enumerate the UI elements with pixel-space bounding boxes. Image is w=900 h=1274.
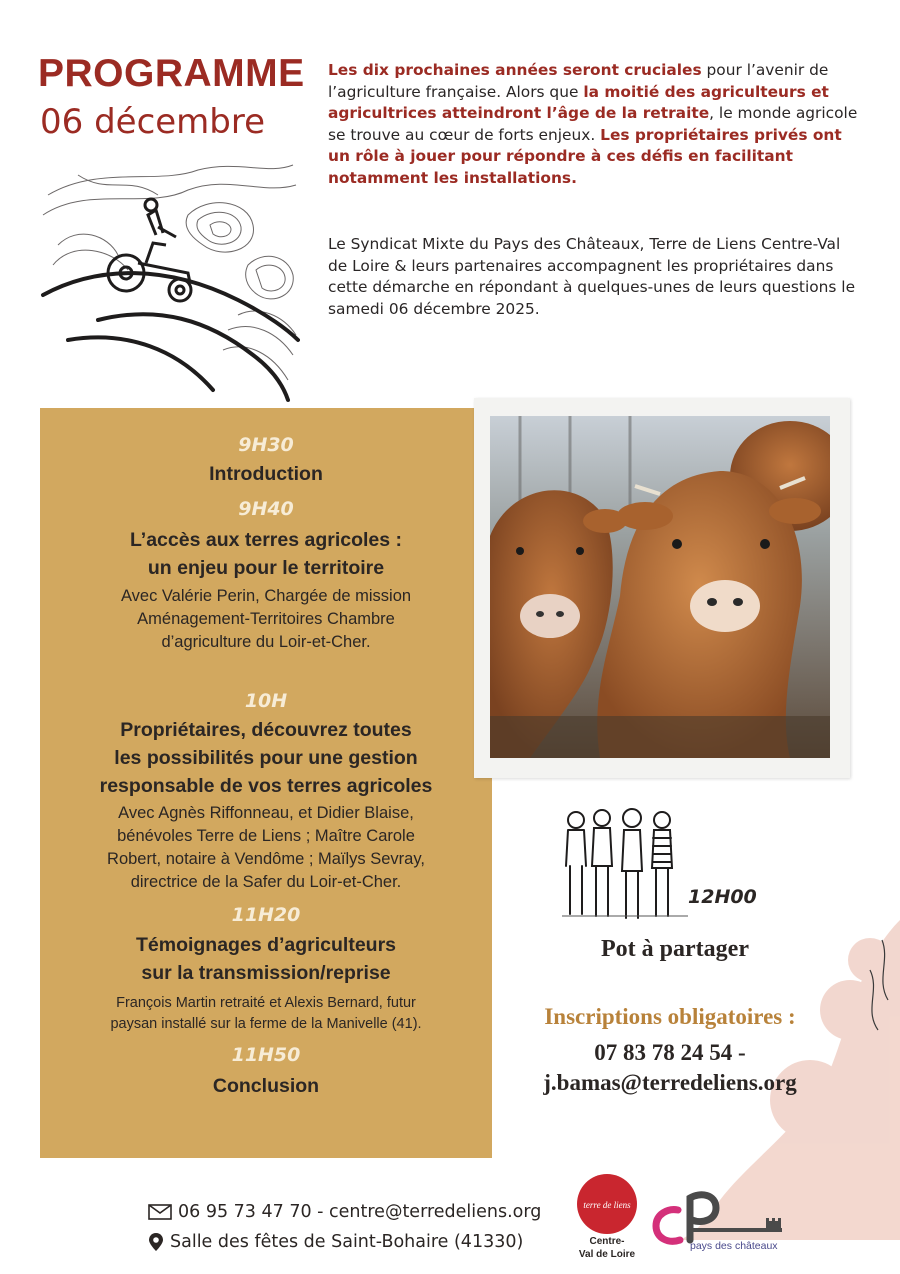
partners-paragraph: Le Syndicat Mixte du Pays des Châteaux, Terre de Liens Centre-Val de Loire & leurs partenaires accompagnent les propriétaires dans cette démarche en répondant à quelques-unes de leurs questions le samedi 06 décembre 2025. <box>328 235 856 318</box>
people-illustration <box>562 806 688 922</box>
registration-email[interactable]: j.bamas@terredeliens.org <box>543 1070 797 1095</box>
schedule-title: un enjeu pour le territoire <box>147 557 385 579</box>
tdl-logo-caption: Centre- <box>589 1236 625 1247</box>
registration-title: Inscriptions obligatoires : <box>544 1004 796 1029</box>
page-title: PROGRAMME <box>38 52 305 95</box>
schedule-speakers: d’agriculture du Loir-et-Cher. <box>161 633 371 651</box>
schedule-speakers: Aménagement-Territoires Chambre <box>137 610 395 628</box>
schedule-time: 9H30 <box>238 434 294 456</box>
intro-highlight-1: Les dix prochaines années seront cruciales <box>328 61 702 79</box>
schedule-time: 11H50 <box>231 1044 301 1066</box>
registration-phone[interactable]: 07 83 78 24 54 - <box>594 1040 746 1065</box>
intro-paragraph <box>328 60 858 190</box>
tractor-illustration <box>38 155 300 405</box>
schedule-speakers: Avec Agnès Riffonneau, et Didier Blaise, <box>118 804 414 822</box>
pot-time: 12H00 <box>688 886 757 908</box>
intro-highlight-3: Les propriétaires privés ont un rôle à jouer pour répondre à ces défis en facilitant notamment les installations. <box>328 125 842 187</box>
schedule-title: sur la transmission/reprise <box>141 962 391 984</box>
intro-text-2: , le monde agricole se trouve au cœur de forts enjeux. <box>328 104 858 144</box>
schedule-speakers: Robert, notaire à Vendôme ; Maïlys Sevray, <box>107 850 425 868</box>
event-date: 06 décembre <box>40 102 266 142</box>
intro-highlight-2: la moitié des agriculteurs et agricultrices atteindront l’âge de la retraite <box>328 82 829 123</box>
tdl-logo-caption-2: Val de Loire <box>578 1249 636 1259</box>
footer-contact-text[interactable]: 06 95 73 47 70 - centre@terredeliens.org <box>178 1202 542 1222</box>
schedule-title: Témoignages d’agriculteurs <box>135 934 397 956</box>
location-pin-icon <box>148 1232 164 1252</box>
pot-label: Pot à partager <box>601 936 749 962</box>
schedule-time: 10H <box>244 690 288 712</box>
schedule-speakers: paysan installé sur la ferme de la Manivelle (41). <box>110 1016 422 1032</box>
schedule-title: Propriétaires, découvrez toutes <box>120 719 412 741</box>
footer-address <box>148 1232 523 1252</box>
schedule-title: Introduction <box>209 463 323 485</box>
tdl-logo-text: terre de liens <box>583 1200 631 1210</box>
intro-text-1: pour l’avenir de l’agriculture française. Alors que <box>328 61 829 101</box>
envelope-icon <box>148 1204 172 1220</box>
footer-address-text: Salle des fêtes de Saint-Bohaire (41330) <box>170 1232 524 1252</box>
schedule-title: responsable de vos terres agricoles <box>99 775 433 797</box>
schedule-title: les possibilités pour une gestion <box>114 747 418 769</box>
schedule-speakers: Avec Valérie Perin, Chargée de mission <box>120 587 412 605</box>
schedule-title: L’accès aux terres agricoles : <box>129 529 403 551</box>
schedule-title: Conclusion <box>212 1075 320 1097</box>
pdc-logo-caption: pays des châteaux <box>690 1240 778 1252</box>
schedule-time: 9H40 <box>238 498 294 520</box>
schedule-speakers: directrice de la Safer du Loir-et-Cher. <box>130 873 402 891</box>
programme-panel <box>40 408 492 1158</box>
schedule-time: 11H20 <box>231 904 301 926</box>
schedule-speakers: bénévoles Terre de Liens ; Maître Carole <box>117 827 415 845</box>
footer-contact <box>148 1202 541 1222</box>
schedule-speakers: François Martin retraité et Alexis Bernard, futur <box>116 995 416 1011</box>
cows-photo <box>490 416 830 758</box>
